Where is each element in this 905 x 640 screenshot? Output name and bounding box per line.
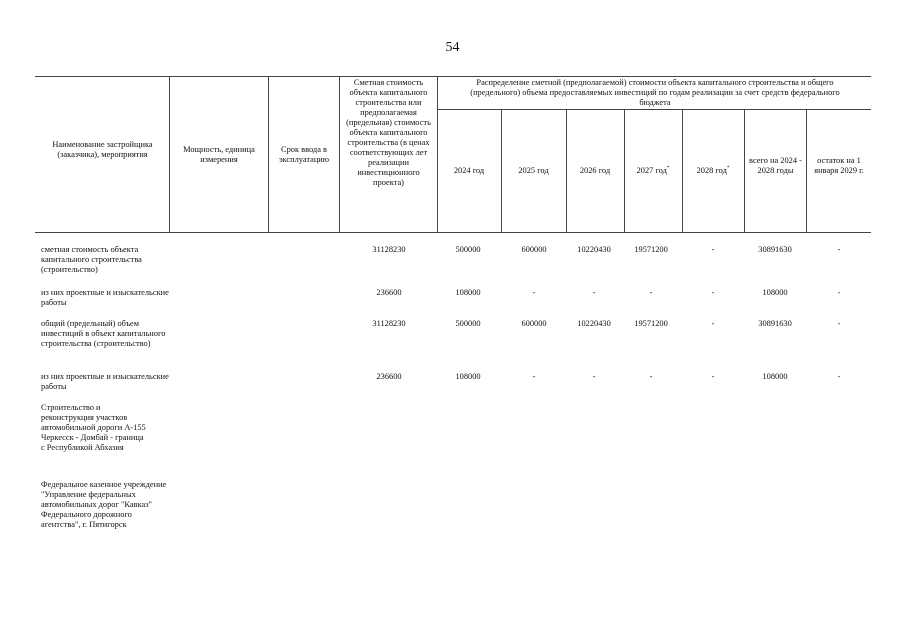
row-2026: 10220430 [577, 319, 611, 328]
column-separator [169, 76, 170, 232]
header-remainder-column: остаток на 1 января 2029 г. [814, 156, 864, 175]
row-remainder: - [837, 372, 841, 381]
row-2024: 500000 [455, 245, 481, 254]
row-cost: 236600 [376, 372, 402, 381]
row-2024: 108000 [455, 288, 481, 297]
column-separator [268, 76, 269, 232]
row-label: общий (предельный) объем инвестиций в объект капитального строительства (строительство) [41, 319, 166, 348]
header-distribution: Распределение сметной (предполагаемой) стоимости объекта капитального строительства и общего (предельного) объема предоставляемых инвестиций по годам реализации за счет средств федерального бюджета [470, 78, 840, 107]
header-year-2025: 2025 год [518, 166, 549, 175]
row-2025: 600000 [521, 245, 547, 254]
row-2028: - [711, 288, 715, 297]
row-total: 108000 [762, 372, 788, 381]
header-year-2026: 2026 год [579, 166, 611, 175]
header-commission-column: Срок ввода в эксплуатацию [278, 145, 330, 164]
row-label: сметная стоимость объекта капитального строительства (строительство) [41, 245, 142, 274]
table-header-bottom-rule [35, 232, 871, 233]
row-2026: - [592, 372, 596, 381]
row-2025: - [532, 288, 536, 297]
row-2027: - [649, 288, 653, 297]
customer-name: Федеральное казенное учреждение "Управление федеральных автомобильных дорог "Кавказ" Федерального дорожного агентства", г. Пятигорск [41, 480, 167, 529]
row-2027: 19571200 [634, 245, 668, 254]
column-separator [501, 109, 502, 232]
row-cost: 31128230 [372, 319, 406, 328]
column-separator [806, 109, 807, 232]
row-total: 108000 [762, 288, 788, 297]
row-total: 30891630 [758, 319, 792, 328]
column-separator [744, 109, 745, 232]
row-cost: 236600 [376, 288, 402, 297]
project-title: Строительство и реконструкция участков автомобильной дороги А-155 Черкесск - Домбай - граница с Республикой Абхазия [41, 403, 146, 452]
row-2026: 10220430 [577, 245, 611, 254]
row-2028: - [711, 245, 715, 254]
row-2024: 108000 [455, 372, 481, 381]
header-cost-column: Сметная стоимость объекта капитального строительства или предполагаемая (предельная) стоимость объекта капитального строительства (в ценах соответствующих лет реализации инвестиционного проекта) [346, 78, 431, 187]
column-separator [437, 76, 438, 232]
row-2026: - [592, 288, 596, 297]
row-2025: - [532, 372, 536, 381]
header-total-column: всего на 2024 - 2028 годы [749, 156, 802, 175]
row-2027: 19571200 [634, 319, 668, 328]
row-label: из них проектные и изыскательские работы [41, 372, 169, 391]
row-total: 30891630 [758, 245, 792, 254]
column-separator [339, 76, 340, 232]
row-2028: - [711, 372, 715, 381]
header-capacity-column: Мощность, единица измерения [183, 145, 255, 164]
row-remainder: - [837, 288, 841, 297]
header-year-2028: 2028 год* [696, 166, 730, 175]
row-2024: 500000 [455, 319, 481, 328]
row-remainder: - [837, 319, 841, 328]
row-remainder: - [837, 245, 841, 254]
page-number: 54 [445, 40, 460, 55]
row-2028: - [711, 319, 715, 328]
row-2025: 600000 [521, 319, 547, 328]
header-name-column: Наименование застройщика (заказчика), мероприятия [52, 140, 153, 159]
header-year-2024: 2024 год [453, 166, 485, 175]
row-label: из них проектные и изыскательские работы [41, 288, 169, 307]
row-2027: - [649, 372, 653, 381]
header-year-2027: 2027 год* [636, 166, 670, 175]
row-cost: 31128230 [372, 245, 406, 254]
table-top-rule [35, 76, 871, 77]
